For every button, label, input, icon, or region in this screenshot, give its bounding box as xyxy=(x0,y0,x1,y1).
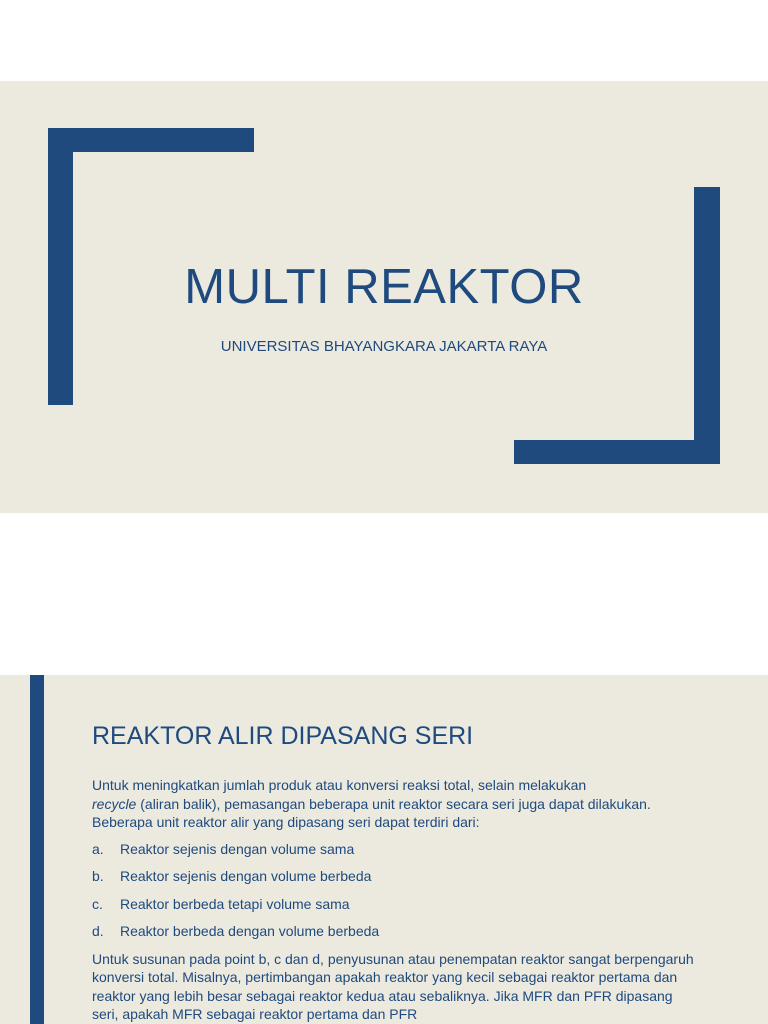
slide-heading: REAKTOR ALIR DIPASANG SERI xyxy=(92,722,474,750)
list-item-text: Reaktor berbeda dengan volume berbeda xyxy=(120,923,380,939)
list-item xyxy=(92,922,702,941)
intro-text-2: (aliran balik), pemasangan beberapa unit reaktor secara seri juga dapat dilakukan. Beberapa unit reaktor alir yang dipasang seri dapat terdiri dari: xyxy=(92,795,651,830)
list-item xyxy=(92,867,702,886)
top-left-bracket-horizontal xyxy=(48,128,254,152)
bottom-right-bracket-vertical xyxy=(694,187,720,464)
intro-text-1: Untuk meningkatkan jumlah produk atau konversi reaksi total, selain melakukan xyxy=(92,777,587,793)
bottom-right-bracket-horizontal xyxy=(514,440,720,464)
slide-body xyxy=(92,776,702,1024)
content-slide xyxy=(0,675,768,1024)
list-item-text: Reaktor berbeda tetapi volume sama xyxy=(120,895,350,912)
list-marker: c. xyxy=(92,895,103,912)
list-marker: a. xyxy=(92,840,104,857)
title-slide xyxy=(0,81,768,513)
closing-paragraph: Untuk susunan pada point b, c dan d, penyusunan atau penempatan reaktor sangat berpengaruh konversi total. Misalnya, pertimbangan apakah reaktor yang kecil sebagai reaktor pertama dan reaktor yang lebih besar sebagai reaktor kedua atau sebaliknya. Jika MFR dan PFR dipasang seri, apakah MFR sebagai reaktor pertama dan PFR xyxy=(92,950,694,1022)
list-marker: d. xyxy=(92,923,104,939)
slide-title: MULTI REAKTOR xyxy=(184,260,584,314)
slide-subtitle: UNIVERSITAS BHAYANGKARA JAKARTA RAYA xyxy=(220,338,548,355)
list-item xyxy=(92,895,702,914)
list-item-text: Reaktor sejenis dengan volume sama xyxy=(120,840,355,857)
intro-italic-term: recycle xyxy=(92,795,137,812)
list-marker: b. xyxy=(92,868,104,884)
left-accent-bar xyxy=(30,675,44,1024)
intro-paragraph xyxy=(92,776,702,832)
list-item xyxy=(92,840,702,859)
list-item-text: Reaktor sejenis dengan volume berbeda xyxy=(120,868,372,884)
reactor-list xyxy=(92,840,702,941)
